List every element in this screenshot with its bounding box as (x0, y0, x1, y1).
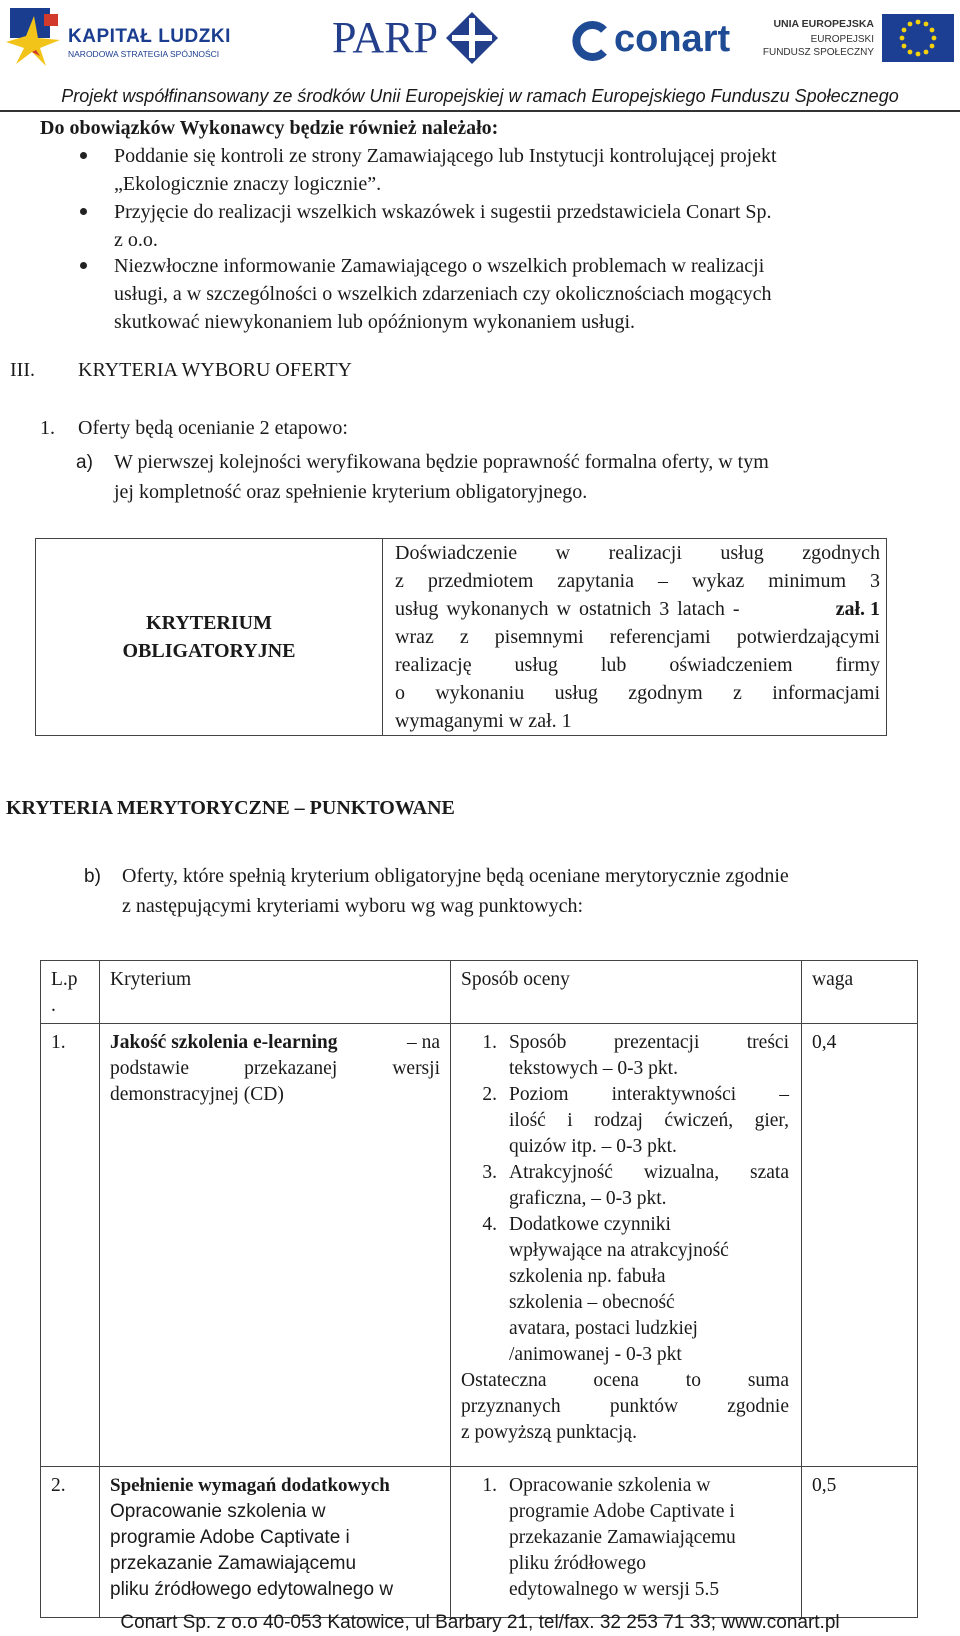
duty-2-line1: Przyjęcie do realizacji wszelkich wskazówek i sugestii przedstawiciela Conart Sp. (114, 201, 772, 223)
eu-line2: EUROPEJSKI (810, 34, 874, 45)
duty-3-line2: usługi, a w szczególności o wszelkich zdarzeniach czy okolicznościach mogących (114, 283, 772, 305)
header-lp-line1: L.p (51, 969, 78, 990)
obligatory-bold-ref: zał. 1 (835, 598, 880, 620)
row1-item-text (509, 1212, 789, 1368)
row1-crit-bold: Jakość szkolenia e-learning (110, 1032, 338, 1053)
row1-item-num: 3. (482, 1162, 497, 1183)
row1-item4-l6: /animowanej - 0-3 pkt (509, 1344, 682, 1365)
conart-title: conart (614, 18, 731, 60)
obligatory-desc-line7: wymaganymi w zał. 1 (395, 710, 572, 732)
point-a-letter: a) (76, 452, 93, 473)
point-1-number: 1. (40, 417, 55, 439)
obligatory-desc-line1: Doświadczenie w realizacji usług zgodnych (395, 542, 880, 564)
row1-summary-line3: z powyższą punktacją. (461, 1422, 637, 1443)
point-a-line2: jej kompletność oraz spełnienie kryterium obligatoryjnego. (114, 481, 588, 503)
row1-item4-l3: szkolenia np. fabuła (509, 1266, 666, 1287)
obligatory-desc-line4: wraz z pisemnymi referencjami potwierdzającymi (395, 626, 880, 648)
kapital-ludzki-logo (6, 6, 246, 72)
row1-criterion (100, 1024, 451, 1467)
row2-item-text (509, 1473, 791, 1603)
duty-3-line3: skutkować niewykonaniem lub opóźnionym wykonaniem usługi. (114, 311, 636, 333)
row2-item1-l3: przekazanie Zamawiającemu (509, 1527, 736, 1548)
bullet-icon (80, 262, 87, 269)
row1-item2-l2: ilość i rodzaj ćwiczeń, gier, (509, 1110, 789, 1131)
obligatory-desc-cell (383, 539, 887, 736)
point-a-line1: W pierwszej kolejności weryfikowana będzie poprawność formalna oferty, w tym (114, 451, 769, 473)
row2-method (451, 1467, 802, 1618)
row2-item-1 (461, 1473, 791, 1603)
obligatory-row (36, 539, 887, 736)
row1-item2-l3: quizów itp. – 0-3 pkt. (509, 1136, 677, 1157)
section-title: KRYTERIA WYBORU OFERTY (78, 359, 353, 381)
header-lp-line2: . (51, 995, 56, 1016)
conart-logo (570, 16, 740, 66)
row2-item-num: 1. (482, 1475, 497, 1496)
table-row (41, 1467, 918, 1618)
row1-summary-line1: Ostateczna ocena to suma (461, 1370, 789, 1391)
row1-item-1 (461, 1030, 789, 1082)
duties-heading: Do obowiązków Wykonawcy będzie również należało: (40, 117, 499, 139)
header-kryterium: Kryterium (100, 961, 451, 1024)
row2-crit-line2: Opracowanie szkolenia w (110, 1501, 326, 1522)
row1-item2-l1: Poziom interaktywności – (509, 1084, 789, 1105)
row1-crit-line3: demonstracyjnej (CD) (110, 1084, 284, 1105)
row1-item3-l2: graficzna, – 0-3 pkt. (509, 1188, 667, 1209)
row1-item4-l5: avatara, postaci ludzkiej (509, 1318, 698, 1339)
row1-item4-l4: szkolenia – obecność (509, 1292, 675, 1313)
row2-crit-bold: Spełnienie wymagań dodatkowych (110, 1475, 390, 1496)
eu-line3: FUNDUSZ SPOŁECZNY (762, 47, 874, 58)
obligatory-criterion-table (35, 538, 887, 736)
row1-item-2 (461, 1082, 789, 1160)
duty-2-line2: z o.o. (114, 229, 158, 251)
row2-crit-line3: programie Adobe Captivate i (110, 1527, 350, 1548)
header-waga: waga (802, 961, 918, 1024)
parp-title: PARP (332, 13, 439, 62)
obligatory-label-line1: KRYTERIUM (146, 612, 272, 634)
kapital-star-icon (6, 6, 64, 68)
point-b-letter: b) (84, 866, 101, 887)
row1-item-text (509, 1160, 789, 1212)
scoring-table (40, 960, 918, 1618)
row2-item1-l4: pliku źródłowego (509, 1553, 647, 1574)
duty-1-line1: Poddanie się kontroli ze strony Zamawiającego lub Instytucji kontrolującej projekt (114, 145, 777, 167)
header-sposob: Sposób oceny (451, 961, 802, 1024)
obligatory-label-cell (36, 539, 383, 736)
table-row (41, 1024, 918, 1467)
kapital-title: KAPITAŁ LUDZKI (68, 26, 231, 47)
row1-item-num: 1. (482, 1032, 497, 1053)
parp-diamond-icon (444, 10, 500, 66)
row1-item3-l1: Atrakcyjność wizualna, szata (509, 1162, 789, 1183)
funding-line: Projekt współfinansowany ze środków Unii Europejskiej w ramach Europejskiego Funduszu Społecznego (61, 86, 899, 106)
bullet-icon (80, 152, 87, 159)
eu-line1: UNIA EUROPEJSKA (773, 18, 874, 30)
header-divider (0, 110, 960, 112)
row1-crit-line2: podstawie przekazanej wersji (110, 1058, 440, 1079)
parp-logo (332, 10, 502, 70)
row1-item1-l2: tekstowych – 0-3 pkt. (509, 1058, 678, 1079)
obligatory-desc-line5: realizację usług lub oświadczeniem firmy (395, 654, 880, 676)
section-number: III. (10, 359, 35, 381)
obligatory-desc-line6: o wykonaniu usług zgodnym z informacjami (395, 682, 880, 704)
row1-item-text (509, 1082, 789, 1160)
row1-crit-rest: – na (406, 1032, 440, 1053)
obligatory-label-line2: OBLIGATORYJNE (122, 640, 296, 662)
merit-heading: KRYTERIA MERYTORYCZNE – PUNKTOWANE (6, 797, 455, 819)
row1-item-num: 4. (482, 1214, 497, 1235)
row2-lp: 2. (41, 1467, 100, 1618)
conart-c-icon (570, 20, 612, 62)
footer-text: Conart Sp. z o.o 40-053 Katowice, ul Barbary 21, tel/fax. 32 253 71 33; www.conart.pl (120, 1612, 840, 1633)
row2-waga: 0,5 (802, 1467, 918, 1618)
row1-summary-line2: przyznanych punktów zgodnie (461, 1396, 789, 1417)
row1-item4-l1: Dodatkowe czynniki (509, 1214, 671, 1235)
point-b-line2: z następującymi kryteriami wyboru wg wag punktowych: (122, 895, 583, 917)
row2-criterion (100, 1467, 451, 1618)
row1-method (451, 1024, 802, 1467)
row1-lp: 1. (41, 1024, 100, 1467)
table-header-row (41, 961, 918, 1024)
point-b-line1: Oferty, które spełnią kryterium obligatoryjne będą oceniane merytorycznie zgodnie (122, 865, 789, 887)
eu-flag-icon (882, 14, 954, 62)
header-lp (41, 961, 100, 1024)
row2-crit-line5: pliku źródłowego edytowalnego w (110, 1579, 394, 1600)
eu-logo (762, 14, 956, 66)
row2-item1-l2: programie Adobe Captivate i (509, 1501, 735, 1522)
row1-crit-line1 (110, 1030, 440, 1056)
obligatory-desc-line3-wrap (395, 595, 880, 623)
row1-item-text (509, 1030, 789, 1082)
row1-item-num: 2. (482, 1084, 497, 1105)
row1-item-3 (461, 1160, 789, 1212)
row2-crit-line4: przekazanie Zamawiającemu (110, 1553, 357, 1574)
point-1-text: Oferty będą ocenianie 2 etapowo: (78, 417, 348, 439)
row1-item-4 (461, 1212, 789, 1368)
kapital-subtitle: NARODOWA STRATEGIA SPÓJNOŚCI (68, 49, 220, 59)
row1-item1-l1: Sposób prezentacji treści (509, 1032, 789, 1053)
duty-3-line1: Niezwłoczne informowanie Zamawiającego o wszelkich problemach w realizacji (114, 255, 765, 277)
obligatory-desc-line3: usług wykonanych w ostatnich 3 latach - (395, 598, 740, 620)
duty-1-line2: „Ekologicznie znaczy logicznie”. (114, 173, 382, 195)
row2-item1-l1: Opracowanie szkolenia w (509, 1475, 711, 1496)
obligatory-desc-line2: z przedmiotem zapytania – wykaz minimum 3 (395, 570, 880, 592)
row1-waga: 0,4 (802, 1024, 918, 1467)
row2-item1-l5: edytowalnego w wersji 5.5 (509, 1579, 720, 1600)
bullet-icon (80, 208, 87, 215)
row1-item4-l2: wpływające na atrakcyjność (509, 1240, 729, 1261)
